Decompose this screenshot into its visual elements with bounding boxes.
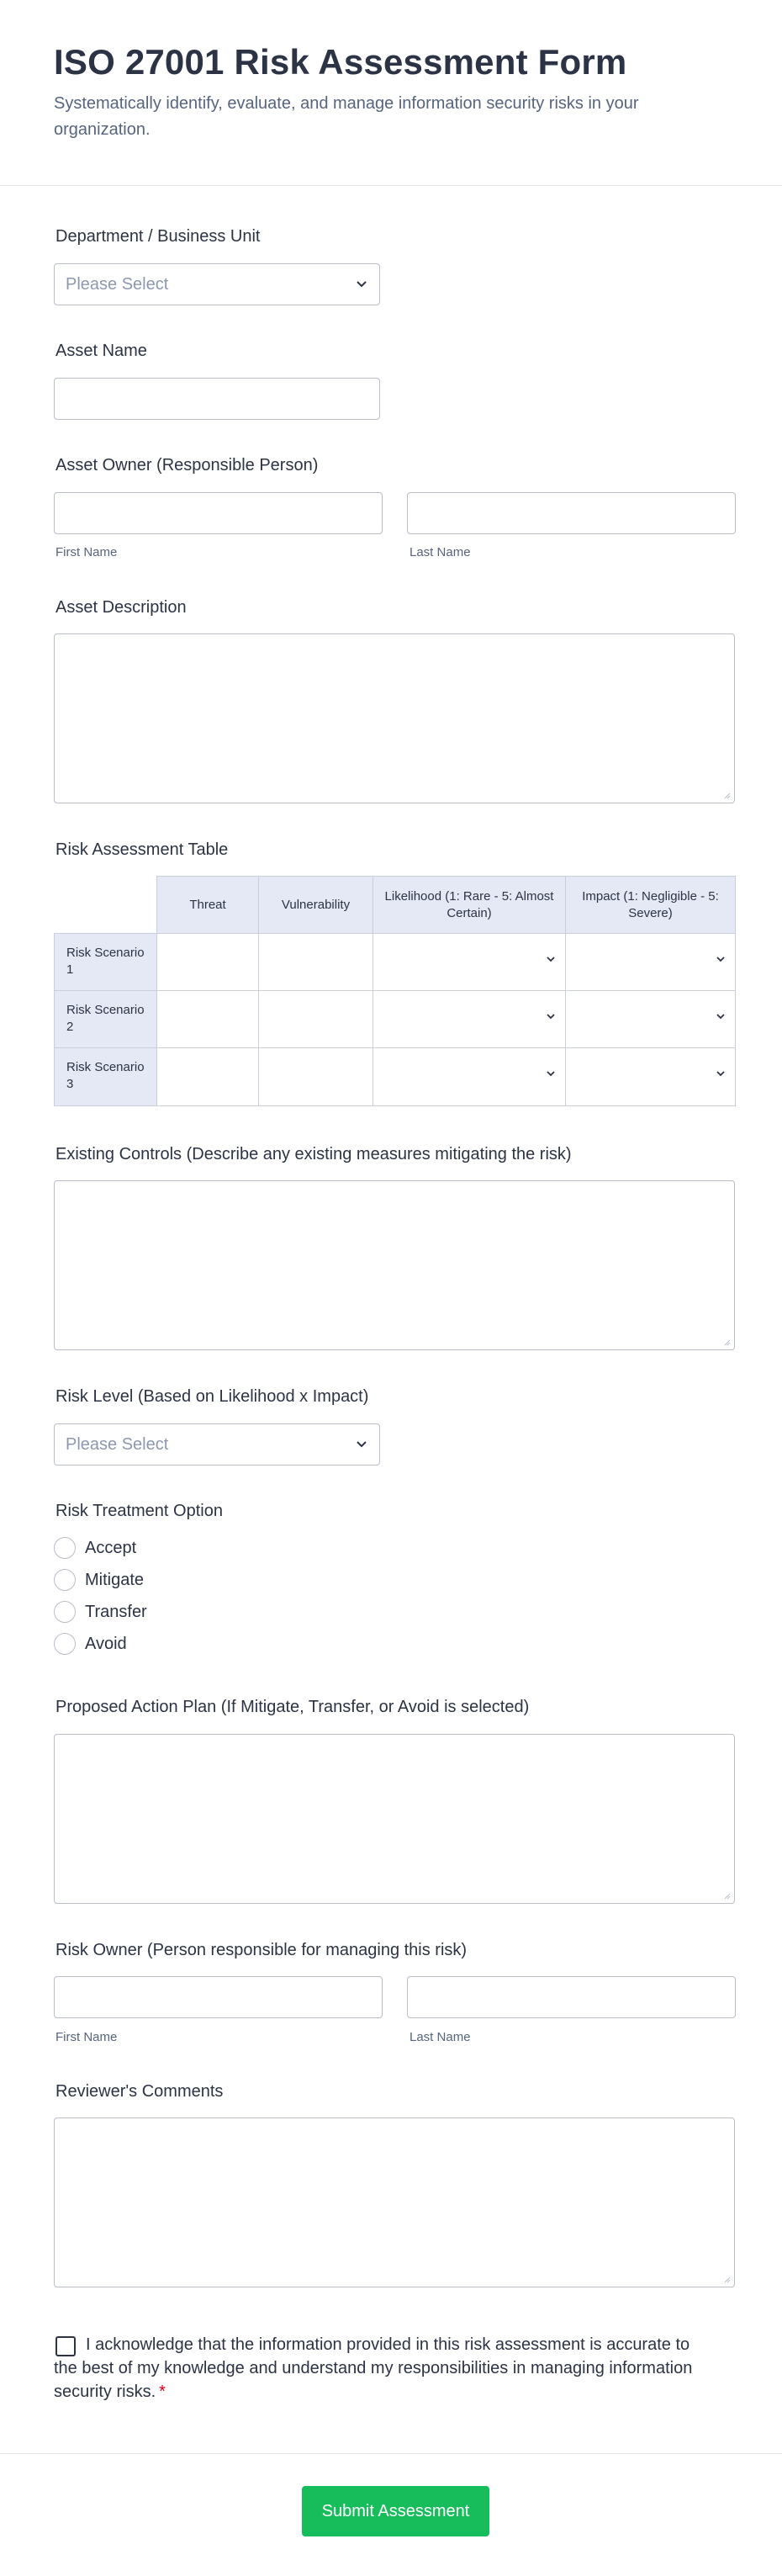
risk-treatment-label: Risk Treatment Option — [55, 1502, 223, 1520]
chevron-down-icon — [715, 1068, 727, 1079]
chevron-down-icon — [545, 953, 557, 965]
risk-owner-first-name-input[interactable] — [54, 1976, 383, 2018]
form-subtitle: Systematically identify, evaluate, and manage information security risks in your organization. — [54, 94, 639, 139]
impact-select-3[interactable] — [565, 1047, 736, 1106]
radio-button[interactable] — [54, 1601, 76, 1623]
vulnerability-input-3[interactable] — [258, 1047, 373, 1106]
threat-input-3[interactable] — [156, 1047, 259, 1106]
vulnerability-input-2[interactable] — [258, 990, 373, 1048]
reviewer-comments-textarea[interactable] — [54, 2118, 735, 2287]
existing-controls-textarea[interactable] — [54, 1180, 735, 1350]
action-plan-label: Proposed Action Plan (If Mitigate, Transfer, or Avoid is selected) — [55, 1698, 530, 1716]
impact-select-2[interactable] — [565, 990, 736, 1048]
likelihood-select-1[interactable] — [373, 933, 566, 991]
asset-owner-first-sublabel: First Name — [55, 545, 118, 559]
chevron-down-icon — [715, 953, 727, 965]
radio-button[interactable] — [54, 1537, 76, 1559]
resize-grip-icon — [722, 791, 731, 799]
risk-owner-first-sublabel: First Name — [55, 2030, 118, 2044]
required-asterisk: * — [159, 2383, 166, 2401]
form-title: ISO 27001 Risk Assessment Form — [54, 42, 627, 82]
risk-owner-label: Risk Owner (Person responsible for managing this risk) — [55, 1941, 468, 1959]
asset-description-textarea[interactable] — [54, 633, 735, 803]
radio-button[interactable] — [54, 1569, 76, 1591]
asset-name-input[interactable] — [54, 378, 380, 420]
threat-input-2[interactable] — [156, 990, 259, 1048]
radio-label-accept: Accept — [85, 1539, 137, 1557]
impact-select-1[interactable] — [565, 933, 736, 991]
department-label: Department / Business Unit — [55, 227, 261, 246]
risk-level-select[interactable] — [54, 1423, 380, 1466]
row-header-scenario-2: Risk Scenario 2 — [54, 990, 157, 1048]
likelihood-select-3[interactable] — [373, 1047, 566, 1106]
resize-grip-icon — [722, 2275, 731, 2283]
chevron-down-icon — [715, 1010, 727, 1022]
risk-table-label: Risk Assessment Table — [55, 840, 229, 859]
risk-assessment-table — [54, 876, 736, 1107]
asset-name-label: Asset Name — [55, 342, 147, 360]
asset-owner-first-name-input[interactable] — [54, 492, 383, 534]
form-header — [0, 0, 782, 186]
radio-label-avoid: Avoid — [85, 1635, 127, 1653]
row-header-scenario-3: Risk Scenario 3 — [54, 1047, 157, 1106]
reviewer-comments-label: Reviewer's Comments — [55, 2082, 224, 2101]
risk-level-label: Risk Level (Based on Likelihood x Impact) — [55, 1387, 369, 1406]
chevron-down-icon — [354, 1436, 369, 1451]
risk-owner-last-sublabel: Last Name — [409, 2030, 471, 2044]
department-placeholder: Please Select — [66, 275, 169, 294]
column-header-likelihood: Likelihood (1: Rare - 5: Almost Certain) — [373, 876, 566, 934]
radio-button[interactable] — [54, 1633, 76, 1655]
asset-description-label: Asset Description — [55, 598, 187, 617]
likelihood-select-2[interactable] — [373, 990, 566, 1048]
risk-level-placeholder: Please Select — [66, 1435, 169, 1454]
radio-label-mitigate: Mitigate — [85, 1571, 145, 1589]
column-header-threat: Threat — [156, 876, 259, 934]
column-header-vulnerability: Vulnerability — [258, 876, 373, 934]
row-header-scenario-1: Risk Scenario 1 — [54, 933, 157, 991]
chevron-down-icon — [354, 276, 369, 291]
existing-controls-label: Existing Controls (Describe any existing measures mitigating the risk) — [55, 1145, 572, 1163]
radio-label-transfer: Transfer — [85, 1603, 147, 1621]
column-header-impact: Impact (1: Negligible - 5: Severe) — [565, 876, 736, 934]
chevron-down-icon — [545, 1010, 557, 1022]
submit-button[interactable]: Submit Assessment — [302, 2486, 489, 2536]
department-select[interactable] — [54, 263, 380, 305]
asset-owner-last-sublabel: Last Name — [409, 545, 471, 559]
acknowledge-label: I acknowledge that the information provided in this risk assessment is accurate to the best of my knowledge and understand my responsibilities in managing information security risks. — [54, 2335, 693, 2401]
asset-owner-last-name-input[interactable] — [407, 492, 736, 534]
vulnerability-input-1[interactable] — [258, 933, 373, 991]
risk-owner-last-name-input[interactable] — [407, 1976, 736, 2018]
acknowledge-text — [54, 2333, 693, 2404]
threat-input-1[interactable] — [156, 933, 259, 991]
action-plan-textarea[interactable] — [54, 1734, 735, 1904]
resize-grip-icon — [722, 1891, 731, 1900]
asset-owner-label: Asset Owner (Responsible Person) — [55, 456, 319, 474]
chevron-down-icon — [545, 1068, 557, 1079]
resize-grip-icon — [722, 1338, 731, 1346]
